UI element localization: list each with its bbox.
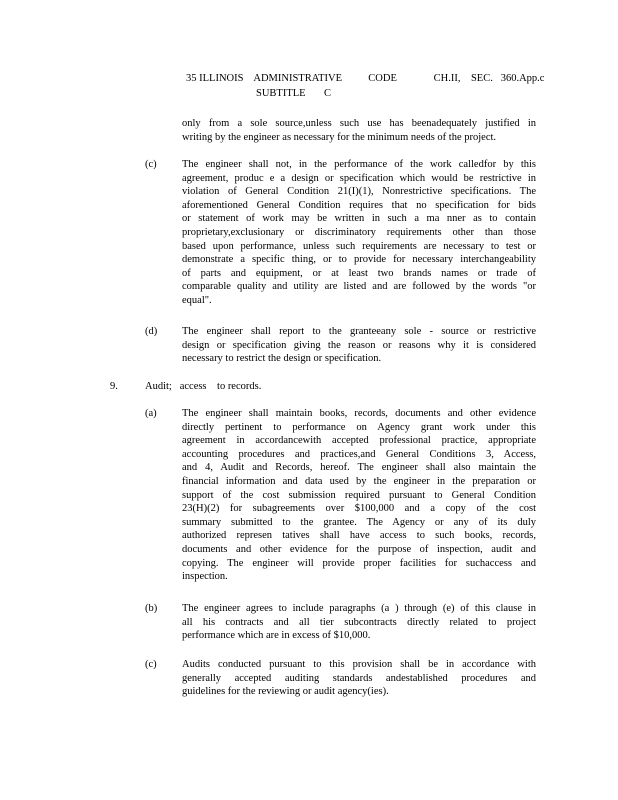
paragraph-c-restrictive [182,158,536,308]
text-line: writing by the engineer as necessary for the minimum needs of the project. [182,131,497,143]
text-line: The engineer shall not, in the performance of the work calledfor by this [182,159,536,170]
text-line: performance which are in excess of $10,000. [182,630,371,642]
text-line: generally accepted auditing standards andestablished procedures and [182,672,536,684]
item-marker-c2: (c) [145,659,157,670]
text-line: agreement in accordancewith accepted professional practice, appropriate [182,435,536,447]
text-line: or statement of work may be written in such a ma nner as to contain [182,213,536,225]
intro-paragraph [182,117,536,144]
text-line: The engineer shall report to the granteeany sole - source or restrictive [182,326,536,337]
text-line: inspection. [182,571,228,583]
section-title: Audit; access to records. [145,381,262,392]
item-marker-a: (a) [145,408,157,419]
text-line: all his contracts and all tier subcontracts directly related to project [182,616,536,628]
text-line: financial information and data used by the engineer in the preparation or [182,475,536,487]
text-line: and 4, Audit and Records, hereof. The engineer shall also maintain the [182,462,536,474]
text-line: accounting procedures and practices,and General Conditions 3, Access, [182,448,536,460]
text-line: summary submitted to the grantee. The Agency or any of its duly [182,516,536,528]
item-marker-b: (b) [145,603,158,614]
text-line: violation of General Condition 21(I)(1), Nonrestrictive specifications. The [182,186,536,198]
header-line-1: 35 ILLINOIS ADMINISTRATIVE CODE CH.II, SEC. 360.App.c [186,73,545,84]
text-line: equal". [182,294,212,306]
text-line: necessary to restrict the design or specification. [182,353,382,365]
item-marker-d: (d) [145,326,158,337]
text-line: agreement, produc e a design or specification which would be restrictive in [182,172,536,184]
paragraph-b-subcontracts [182,602,536,643]
text-line: demonstrate a specific thing, or to provide for necessary interchangeability [182,254,536,266]
text-line: 23(H)(2) for subagreements over $100,000 and a copy of the cost [182,503,536,515]
section-number: 9. [110,381,118,392]
text-line: copying. The engineer will provide proper facilities for suchaccess and [182,557,536,569]
text-line: proprietary,exclusionary or discriminatory requirements other than those [182,226,536,238]
text-line: Audits conducted pursuant to this provision shall be in accordance with [182,659,536,670]
text-line: The engineer shall maintain books, records, documents and other evidence [182,408,536,419]
text-line: only from a sole source,unless such use has beenadequately justified in [182,118,536,129]
item-marker-c: (c) [145,159,157,170]
paragraph-a-records [182,407,536,584]
header-line-2: SUBTITLE C [256,88,331,99]
paragraph-c-audits [182,658,536,699]
text-line: documents and other evidence for the purpose of inspection, audit and [182,543,536,555]
text-line: directly pertinent to performance on Agency grant work under this [182,421,536,433]
text-line: design or specification giving the reason or reasons why it is considered [182,339,536,351]
text-line: aforementioned General Condition requires that no specification for bids [182,199,536,211]
text-line: of parts and equipment, or at least two brands names or trade of [182,267,536,279]
text-line: authorized represen tatives shall have access to such books, records, [182,530,536,542]
text-line: comparable quality and utility are listed and are followed by the words "or [182,281,536,293]
text-line: support of the cost submission required pursuant to General Condition [182,489,536,501]
paragraph-d-report [182,325,536,366]
text-line: based upon performance, unless such requirements are necessary to test or [182,240,536,252]
text-line: The engineer agrees to include paragraphs (a ) through (e) of this clause in [182,603,536,614]
text-line: guidelines for the reviewing or audit agency(ies). [182,686,389,698]
